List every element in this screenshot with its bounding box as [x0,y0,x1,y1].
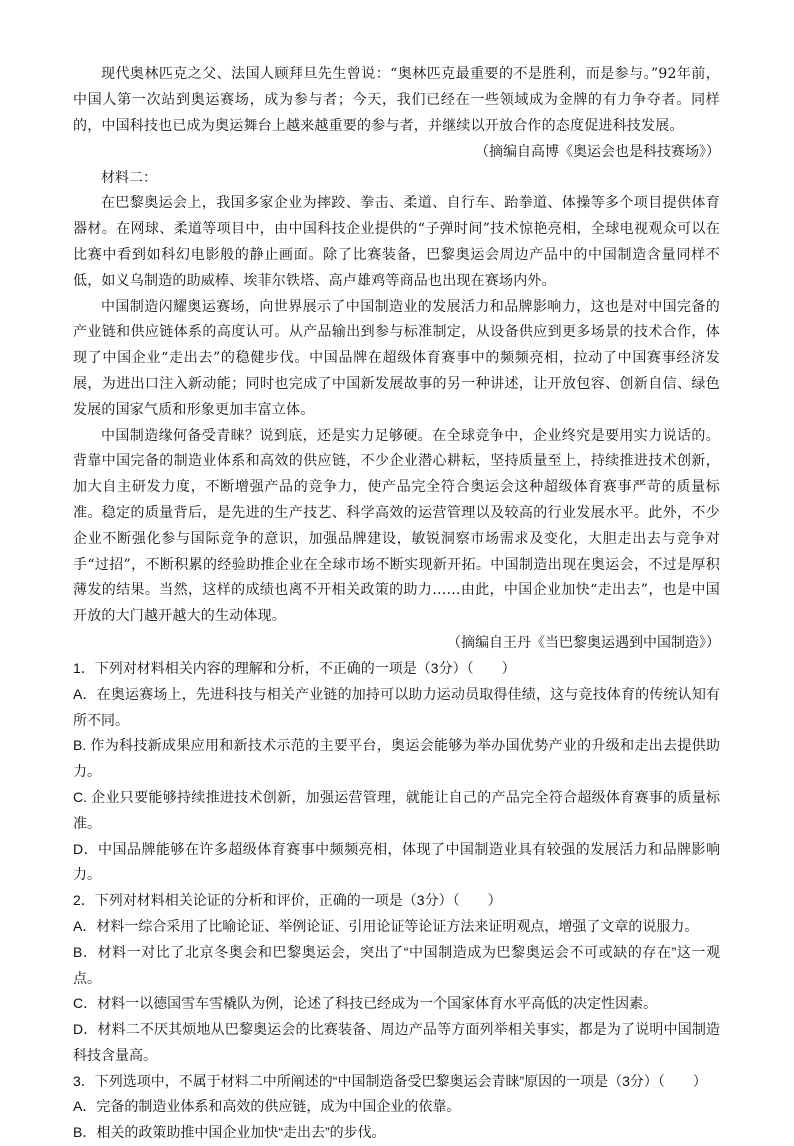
question-1-option-d: D．中国品牌能够在许多超级体育赛事中频频亮相，体现了中国制造业具有较强的发展活力和品牌影响力。 [73,840,720,883]
question-3-stem: 3．下列选项中，不属于材料二中所阐述的“中国制造备受巴黎奥运会青睐”原因的一项是（3分）（ ） [73,1072,707,1089]
material2-paragraph-3: 中国制造缘何备受青睐？说到底，还是实力足够硬。在全球竞争中，企业终究是要用实力说话的。背靠中国完备的制造业体系和高效的供应链，不少企业潜心耕耘，坚持质量至上，持续推进技术创新，加大自主研发力度，不断增强产品的竞争力，使产品完全符合奥运会这种超级体育赛事严苛的质量标准。稳定的质量背后，是先进的生产技艺、科学高效的运营管理以及较高的行业发展水平。此外，不少企业不断强化参与国际竞争的意识，加强品牌建设，敏锐洞察市场需求及变化，大胆走出去与竞争对手“过招”，不断积累的经验助推企业在全球市场不断实现新开拓。中国制造出现在奥运会，不过是厚积薄发的结果。当然，这样的成绩也离不开相关政策的助力……由此，中国企业加快“走出去”，也是中国开放的大门越开越大的生动体现。 [73,427,720,625]
material2-paragraph-2: 中国制造闪耀奥运赛场，向世界展示了中国制造业的发展活力和品牌影响力，这也是对中国完备的产业链和供应链体系的高度认可。从产品输出到参与标准制定，从设备供应到更多场景的技术合作，体现了中国企业“走出去”的稳健步伐。中国品牌在超级体育赛事中的频频亮相，拉动了中国赛事经济发展，为进出口注入新动能；同时也完成了中国新发展故事的另一种讲述，让开放包容、创新自信、绿色发展的国家气质和形象更加丰富立体。 [73,298,720,418]
question-1-option-b: B. 作为科技新成果应用和新技术示范的主要平台，奥运会能够为举办国优势产业的升级和走出去提供助力。 [73,737,720,780]
material1-source: （摘编自高博《奥运会也是科技赛场》） [475,144,720,161]
question-2-option-d: D．材料二不厌其烦地从巴黎奥运会的比赛装备、周边产品等方面列举相关事实，都是为了说明中国制造科技含量高。 [73,1021,720,1063]
material2-paragraph-1: 在巴黎奥运会上，我国多家企业为摔跤、拳击、柔道、自行车、跆拳道、体操等多个项目提供体育器材。在网球、柔道等项目中，由中国科技企业提供的“子弹时间”技术惊艳亮相，全球电视观众可以在比赛中看到如科幻电影般的静止画面。除了比赛装备，巴黎奥运会周边产品中的中国制造含量同样不低，如义乌制造的助威棒、埃菲尔铁塔、高卢雄鸡等商品也出现在赛场内外。 [73,195,720,289]
question-2-stem: 2．下列对材料相关论证的分析和评价，正确的一项是（3分）（ ） [73,892,502,909]
question-2-option-a: A．材料一综合采用了比喻论证、举例论证、引用论证等论证方法来证明观点，增强了文章的说服力。 [73,917,699,934]
question-3-option-a: A．完备的制造业体系和高效的供应链，成为中国企业的依靠。 [73,1098,461,1115]
material2-source: （摘编自王丹《当巴黎奥运遇到中国制造》） [447,634,720,651]
material2-label: 材料二： [101,170,157,187]
question-1-stem: 1．下列对材料相关内容的理解和分析，不正确的一项是（3分）（ ） [73,659,516,676]
question-1-option-a: A．在奥运赛场上，先进科技与相关产业链的加持可以助力运动员取得佳绩，这与竞技体育的传统认知有所不同。 [73,685,720,728]
question-3-option-b: B．相关的政策助推中国企业加快“走出去”的步伐。 [73,1124,386,1141]
question-1-option-c: C. 企业只要能够持续推进技术创新，加强运营管理，就能让自己的产品完全符合超级体育赛事的质量标准。 [73,788,720,831]
question-2-option-b: B．材料一对比了北京冬奥会和巴黎奥运会，突出了“中国制造成为巴黎奥运会不可或缺的存在”这一观点。 [73,943,720,986]
question-2-option-c: C．材料一以德国雪车雪橇队为例，论述了科技已经成为一个国家体育水平高低的决定性因素。 [73,995,658,1012]
material1-paragraph: 现代奥林匹克之父、法国人顾拜旦先生曾说：“奥林匹克最重要的不是胜利，而是参与。”92年前，中国人第一次站到奥运赛场，成为参与者；今天，我们已经在一些领域成为金牌的有力争夺者。同样的，中国科技也已成为奥运舞台上越来越重要的参与者，并继续以开放合作的态度促进科技发展。 [73,66,720,134]
